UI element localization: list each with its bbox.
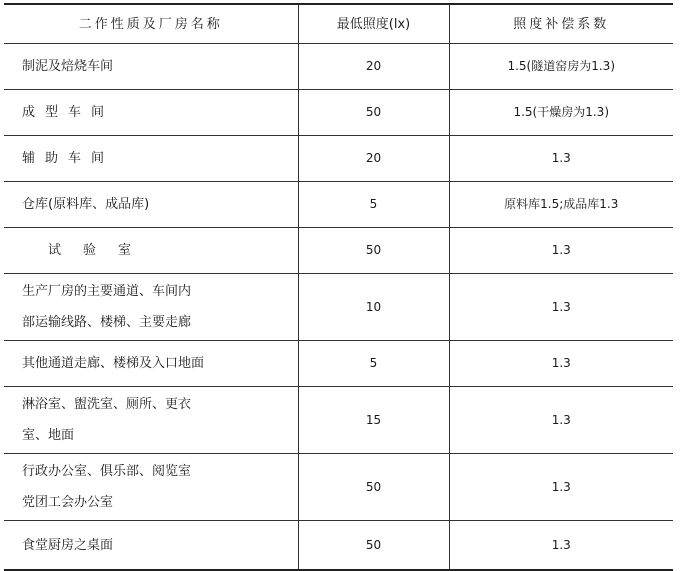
row-lux: 20	[298, 44, 449, 90]
row-area: 成型车间	[4, 90, 298, 136]
header-row	[4, 4, 673, 44]
table-row	[4, 274, 673, 341]
row-area	[4, 387, 298, 454]
row-coef: 1.5(隧道窑房为1.3)	[449, 44, 673, 90]
row-coef: 1.3	[449, 387, 673, 454]
header-area: 二作性质及厂房名称	[4, 4, 298, 44]
row-lux: 15	[298, 387, 449, 454]
row-coef: 1.3	[449, 521, 673, 571]
row-coef: 1.5(干燥房为1.3)	[449, 90, 673, 136]
row-lux: 20	[298, 136, 449, 182]
table-row	[4, 454, 673, 521]
row-coef: 1.3	[449, 341, 673, 387]
header-lux: 最低照度(lx)	[298, 4, 449, 44]
row-area: 其他通道走廊、楼梯及入口地面	[4, 341, 298, 387]
row-area	[4, 274, 298, 341]
row-coef: 1.3	[449, 228, 673, 274]
row-lux: 50	[298, 90, 449, 136]
table-row	[4, 44, 673, 90]
row-lux: 50	[298, 228, 449, 274]
row-coef: 1.3	[449, 136, 673, 182]
table-row	[4, 228, 673, 274]
row-area-line1: 行政办公室、俱乐部、阅览室	[22, 464, 192, 479]
header-coef: 照度补偿系数	[449, 4, 673, 44]
illumination-table-sheet	[4, 3, 673, 558]
table-row	[4, 387, 673, 454]
row-area: 制泥及焙烧车间	[4, 44, 298, 90]
row-lux: 5	[298, 341, 449, 387]
row-lux: 50	[298, 521, 449, 571]
table-row	[4, 341, 673, 387]
row-area: 辅助车间	[4, 136, 298, 182]
table-row	[4, 182, 673, 228]
row-area-line2: 党团工会办公室	[22, 495, 114, 510]
table-row	[4, 90, 673, 136]
row-coef: 1.3	[449, 274, 673, 341]
table-row	[4, 521, 673, 571]
row-lux: 5	[298, 182, 449, 228]
row-area-line1: 淋浴室、盥洗室、厕所、更衣	[22, 397, 192, 412]
row-area	[4, 454, 298, 521]
row-lux: 10	[298, 274, 449, 341]
row-area: 试验室	[4, 228, 298, 274]
table-row	[4, 136, 673, 182]
row-coef: 原料库1.5;成品库1.3	[449, 182, 673, 228]
row-area: 仓库(原料库、成品库)	[4, 182, 298, 228]
row-area-line2: 部运输线路、楼梯、主要走廊	[22, 315, 192, 330]
row-lux: 50	[298, 454, 449, 521]
illumination-table	[4, 3, 673, 571]
row-area-line1: 生产厂房的主要通道、车间内	[22, 284, 192, 299]
row-coef: 1.3	[449, 454, 673, 521]
row-area-line2: 室、地面	[22, 428, 75, 443]
row-area: 食堂厨房之桌面	[4, 521, 298, 571]
